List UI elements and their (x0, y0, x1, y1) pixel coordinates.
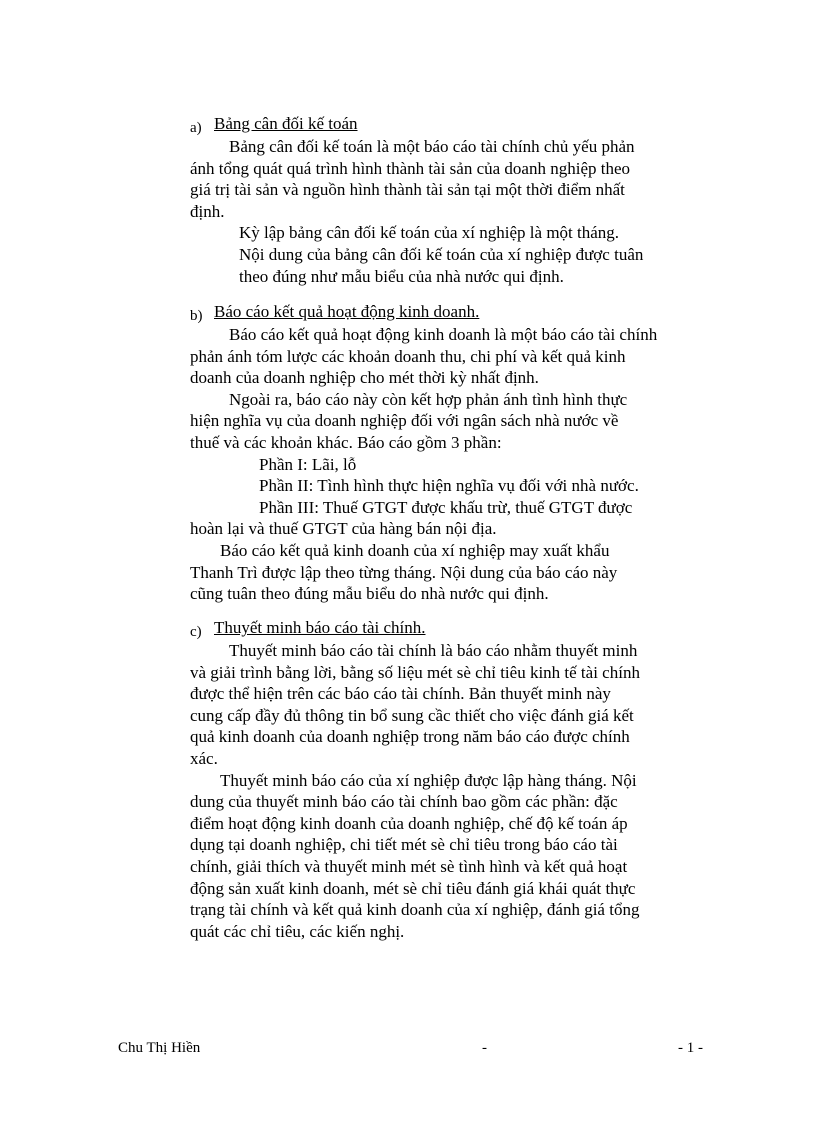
section-letter: b) (190, 308, 203, 324)
paragraph-line: điểm hoạt động kinh doanh của doanh nghiệp, chế độ kế toán áp (190, 813, 628, 833)
paragraph-line: cũng tuân theo đúng mẫu biểu do nhà nước qui định. (190, 584, 549, 604)
paragraph-line: quả kinh doanh của doanh nghiệp trong năm báo cáo được chính (190, 727, 630, 747)
paragraph-line: giá trị tài sản và nguồn hình thành tài sản tại một thời điểm nhất (190, 180, 625, 200)
paragraph-line: ánh tổng quát quá trình hình thành tài sản của doanh nghiệp theo (190, 158, 631, 178)
paragraph-line: cung cấp đầy đủ thông tin bổ sung cầc thiết cho việc đánh giá kết (190, 705, 634, 725)
paragraph-line: Thuyết minh báo cáo tài chính là báo cáo nhằm thuyết minh (229, 641, 638, 660)
footer-page-number: - 1 - (678, 1040, 703, 1056)
paragraph-line: hiện nghĩa vụ của doanh nghiệp đối với ngân sách nhà nước về (190, 411, 619, 431)
paragraph-line: dung của thuyết minh báo cáo tài chính bao gồm các phần: đặc (190, 792, 618, 812)
section-heading (190, 302, 750, 324)
paragraph-line: Phần II: Tình hình thực hiện nghĩa vụ đối với nhà nước. (259, 476, 639, 496)
paragraph-line: quát các chỉ tiêu, các kiến nghị. (190, 921, 405, 941)
paragraph-line: Ngoài ra, báo cáo này còn kết hợp phản ánh tình hình thực (229, 389, 628, 409)
paragraph-line: chính, giải thích và thuyết minh mét sè tình hình và kết quả hoạt (190, 856, 628, 876)
section-title: Báo cáo kết quả hoạt động kinh doanh. (214, 302, 480, 321)
paragraph-line: dụng tại doanh nghiệp, chi tiết mét sè chỉ tiêu trong báo cáo tài (190, 835, 618, 855)
paragraph-line: động sản xuất kinh doanh, mét sè chỉ tiêu đánh giá khái quát thực (190, 878, 636, 898)
section-a (190, 114, 750, 287)
paragraph-line: và giải trình bằng lời, bằng số liệu mét sè chỉ tiêu kinh tế tài chính (190, 662, 640, 682)
paragraph-line: được thể hiện trên các báo cáo tài chính. Bản thuyết minh này (190, 684, 611, 704)
paragraph-line: hoàn lại và thuế GTGT của hàng bán nội địa. (190, 519, 497, 539)
paragraph-line: Phần I: Lãi, lỗ (259, 454, 357, 474)
paragraph-line: Báo cáo kết quả hoạt động kinh doanh là một báo cáo tài chính (229, 325, 658, 344)
paragraph-line: Thanh Trì được lập theo từng tháng. Nội dung của báo cáo này (190, 562, 618, 582)
section-title: Bảng cân đối kế toán (214, 114, 358, 133)
footer-author: Chu Thị Hiền (118, 1040, 201, 1056)
section-letter: c) (190, 624, 202, 640)
paragraph-line: Nội dung của bảng cân đối kế toán của xí nghiệp được tuân (239, 244, 644, 264)
paragraph-line: Kỳ lập bảng cân đối kế toán của xí nghiệp là một tháng. (239, 223, 620, 243)
paragraph-line: định. (190, 201, 225, 221)
section-heading (190, 114, 750, 136)
section-c (190, 618, 750, 942)
paragraph-line: Bảng cân đối kế toán là một báo cáo tài chính chủ yếu phản (229, 137, 635, 156)
paragraph-line: Báo cáo kết quả kinh doanh của xí nghiệp may xuất khẩu (220, 540, 610, 560)
section-title: Thuyết minh báo cáo tài chính. (214, 618, 426, 637)
footer-center-mark: - (482, 1040, 487, 1056)
section-heading (190, 618, 750, 640)
section-b (190, 302, 750, 605)
paragraph-line: Thuyết minh báo cáo của xí nghiệp được lập hàng tháng. Nội (220, 770, 637, 790)
paragraph-line: theo đúng như mẫu biểu của nhà nước qui định. (239, 266, 564, 286)
section-letter: a) (190, 120, 202, 136)
paragraph-line: doanh của doanh nghiệp cho mét thời kỳ nhất định. (190, 368, 539, 388)
paragraph-line: trạng tài chính và kết quả kinh doanh của xí nghiệp, đánh giá tổng (190, 900, 640, 920)
paragraph-line: Phần III: Thuế GTGT được khấu trừ, thuế GTGT được (259, 497, 633, 517)
paragraph-line: xác. (190, 748, 218, 768)
paragraph-line: thuế và các khoản khác. Báo cáo gồm 3 phần: (190, 432, 502, 452)
paragraph-line: phản ánh tóm lược các khoản doanh thu, chi phí và kết quả kinh (190, 346, 626, 366)
